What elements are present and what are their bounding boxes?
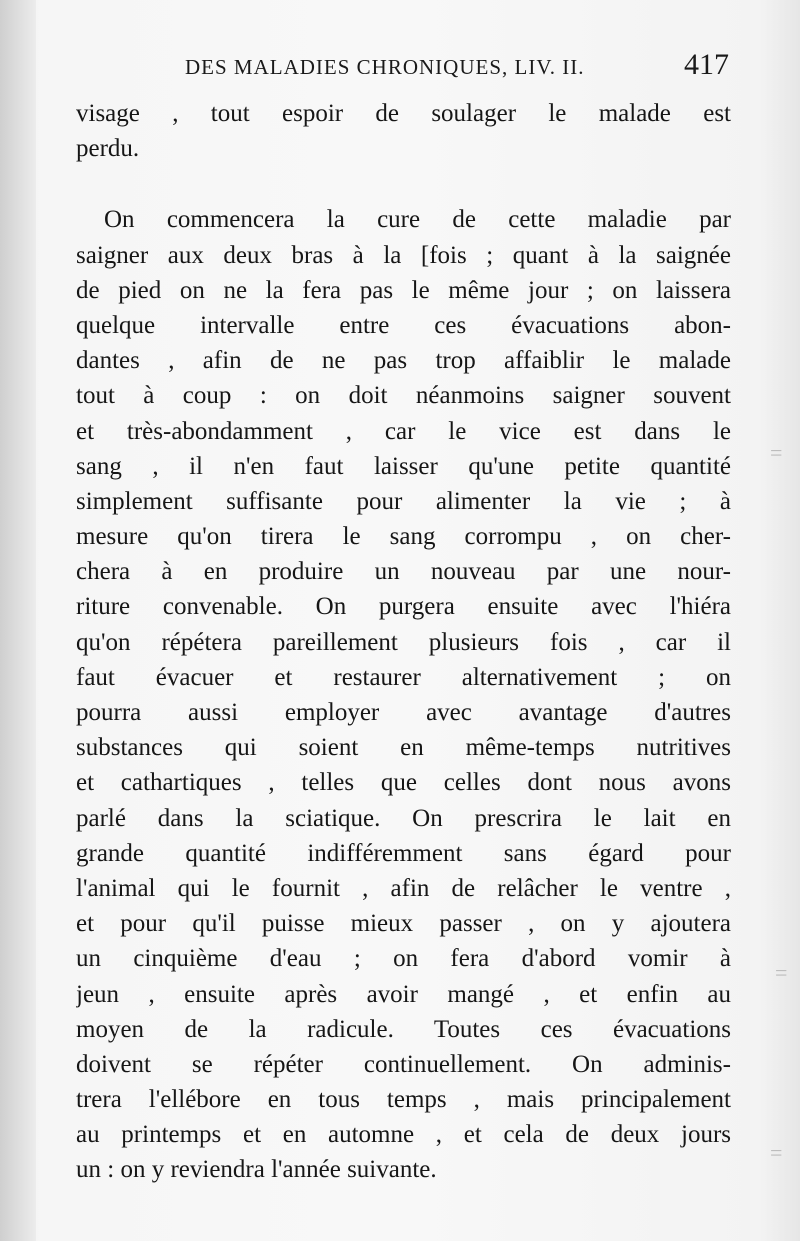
page-gutter-shadow: [0, 0, 36, 1241]
text-line: grande quantité indifféremment sans égard pour: [76, 839, 731, 867]
margin-mark: =: [775, 960, 788, 985]
text-line: de pied on ne la fera pas le même jour ; on laissera: [76, 276, 731, 304]
text-line: faut évacuer et restaurer alternativement ; on: [76, 663, 731, 691]
text-line: et cathartiques , telles que celles dont nous avons: [76, 769, 731, 797]
text-line: jeun , ensuite après avoir mangé , et enfin au: [76, 980, 731, 1008]
text-line: On commencera la cure de cette maladie par: [104, 206, 731, 234]
margin-mark: =: [770, 440, 783, 465]
text-line: moyen de la radicule. Toutes ces évacuations: [76, 1015, 731, 1043]
text-line: parlé dans la sciatique. On prescrira le lait en: [76, 804, 731, 832]
text-line: mesure qu'on tirera le sang corrompu , on cher-: [76, 523, 731, 551]
text-line: perdu.: [76, 135, 140, 163]
margin-mark: =: [770, 1140, 783, 1165]
text-line: substances qui soient en même-temps nutritives: [76, 734, 731, 762]
text-line: quelque intervalle entre ces évacuations abon-: [76, 311, 731, 339]
page-body-text: [76, 96, 731, 1188]
paragraph: [76, 96, 731, 166]
text-line: tout à coup : on doit néanmoins saigner souvent: [76, 382, 731, 410]
text-line: dantes , afin de ne pas trop affaiblir le malade: [76, 347, 731, 375]
page-number: 417: [684, 48, 729, 81]
page-header: [0, 50, 800, 90]
text-line: doivent se répéter continuellement. On adminis-: [76, 1050, 731, 1078]
text-line: pourra aussi employer avec avantage d'autres: [76, 699, 731, 726]
text-line: sang , il n'en faut laisser qu'une petite quantité: [76, 452, 731, 480]
text-line: simplement suffisante pour alimenter la vie ; à: [76, 487, 731, 515]
text-line: qu'on répétera pareillement plusieurs fois , car il: [76, 628, 731, 656]
text-line: trera l'ellébore en tous temps , mais principalement: [76, 1086, 731, 1114]
text-line: au printemps et en automne , et cela de deux jours: [76, 1121, 731, 1149]
text-line: visage , tout espoir de soulager le malade est: [76, 100, 731, 127]
text-line: chera à en produire un nouveau par une nour-: [76, 558, 731, 586]
running-title: DES MALADIES CHRONIQUES, LIV. II.: [185, 55, 585, 79]
text-line: riture convenable. On purgera ensuite avec l'hiéra: [76, 593, 731, 621]
text-line: saigner aux deux bras à la [fois ; quant à la saignée: [76, 241, 731, 269]
paragraph: [76, 202, 731, 1187]
text-line: un cinquième d'eau ; on fera d'abord vomir à: [76, 945, 731, 973]
text-line: un : on y reviendra l'année suivante.: [76, 1156, 437, 1184]
text-line: et très-abondamment , car le vice est dans le: [76, 417, 731, 445]
text-line: l'animal qui le fournit , afin de relâcher le ventre ,: [76, 874, 731, 902]
paragraph-gap: [76, 166, 731, 202]
text-line: et pour qu'il puisse mieux passer , on y ajoutera: [76, 910, 731, 938]
